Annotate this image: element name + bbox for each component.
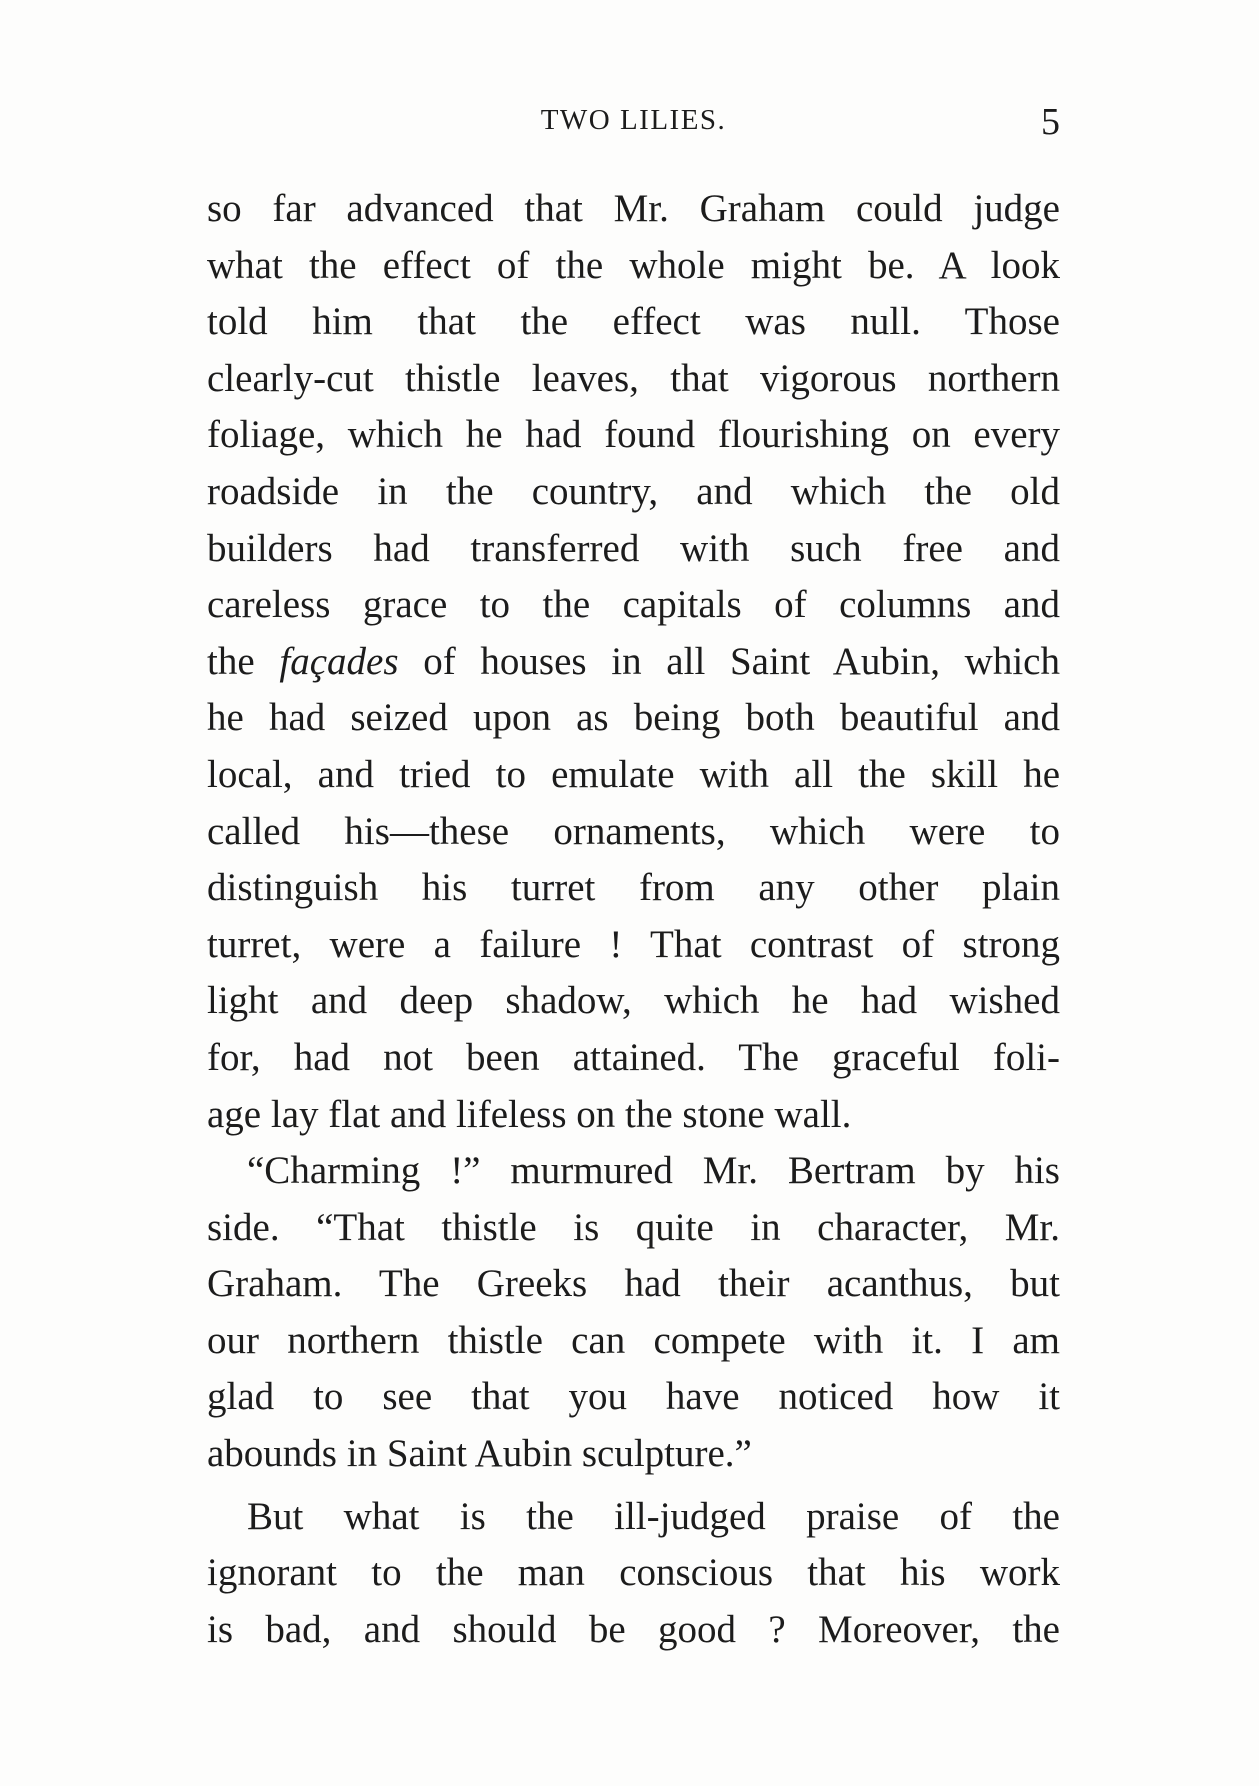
text-line: foliage, which he had found flourishing on every: [207, 413, 1060, 457]
page-number: 5: [1041, 101, 1060, 143]
text-line: But what is the ill-judged praise of the: [247, 1494, 1060, 1538]
running-head-title: TWO LILIES.: [540, 104, 727, 136]
text-line: glad to see that you have noticed how it: [207, 1375, 1060, 1419]
text-line: he had seized upon as being both beautiful and: [207, 696, 1060, 740]
text-line: abounds in Saint Aubin sculpture.”: [207, 1432, 752, 1476]
text-line: local, and tried to emulate with all the skill he: [207, 752, 1060, 796]
text-line: light and deep shadow, which he had wished: [207, 979, 1060, 1023]
text-segment: the: [207, 639, 280, 683]
text-line: side. “That thistle is quite in character, Mr.: [207, 1205, 1060, 1249]
text-line: roadside in the country, and which the old: [207, 469, 1060, 513]
text-line: “Charming !” murmured Mr. Bertram by his: [247, 1149, 1060, 1193]
text-line: so far advanced that Mr. Graham could judge: [207, 187, 1060, 230]
text-line: is bad, and should be good ? Moreover, the: [207, 1607, 1060, 1651]
text-line: told him that the effect was null. Those: [207, 300, 1060, 344]
text-line: builders had transferred with such free and: [207, 526, 1060, 570]
text-line: called his—these ornaments, which were to: [207, 809, 1060, 853]
text-line: our northern thistle can compete with it. I am: [207, 1318, 1060, 1362]
text-line: [207, 634, 1060, 691]
text-line: age lay flat and lifeless on the stone wall.: [207, 1092, 852, 1136]
text-line: careless grace to the capitals of columns and: [207, 583, 1060, 627]
text-line: ignorant to the man conscious that his work: [207, 1551, 1060, 1595]
text-line: for, had not been attained. The graceful foli-: [207, 1035, 1060, 1079]
italic-word: façades: [279, 639, 399, 683]
text-line: clearly-cut thistle leaves, that vigorous northern: [207, 356, 1060, 400]
text-line: distinguish his turret from any other plain: [207, 866, 1060, 910]
running-head: [207, 100, 1060, 144]
text-segment: of houses in all Saint Aubin, which: [398, 639, 1060, 683]
text-line: Graham. The Greeks had their acanthus, but: [207, 1262, 1060, 1306]
text-line: what the effect of the whole might be. A look: [207, 243, 1060, 287]
body-text: [207, 181, 1060, 1658]
text-line: turret, were a failure ! That contrast of strong: [207, 922, 1060, 966]
